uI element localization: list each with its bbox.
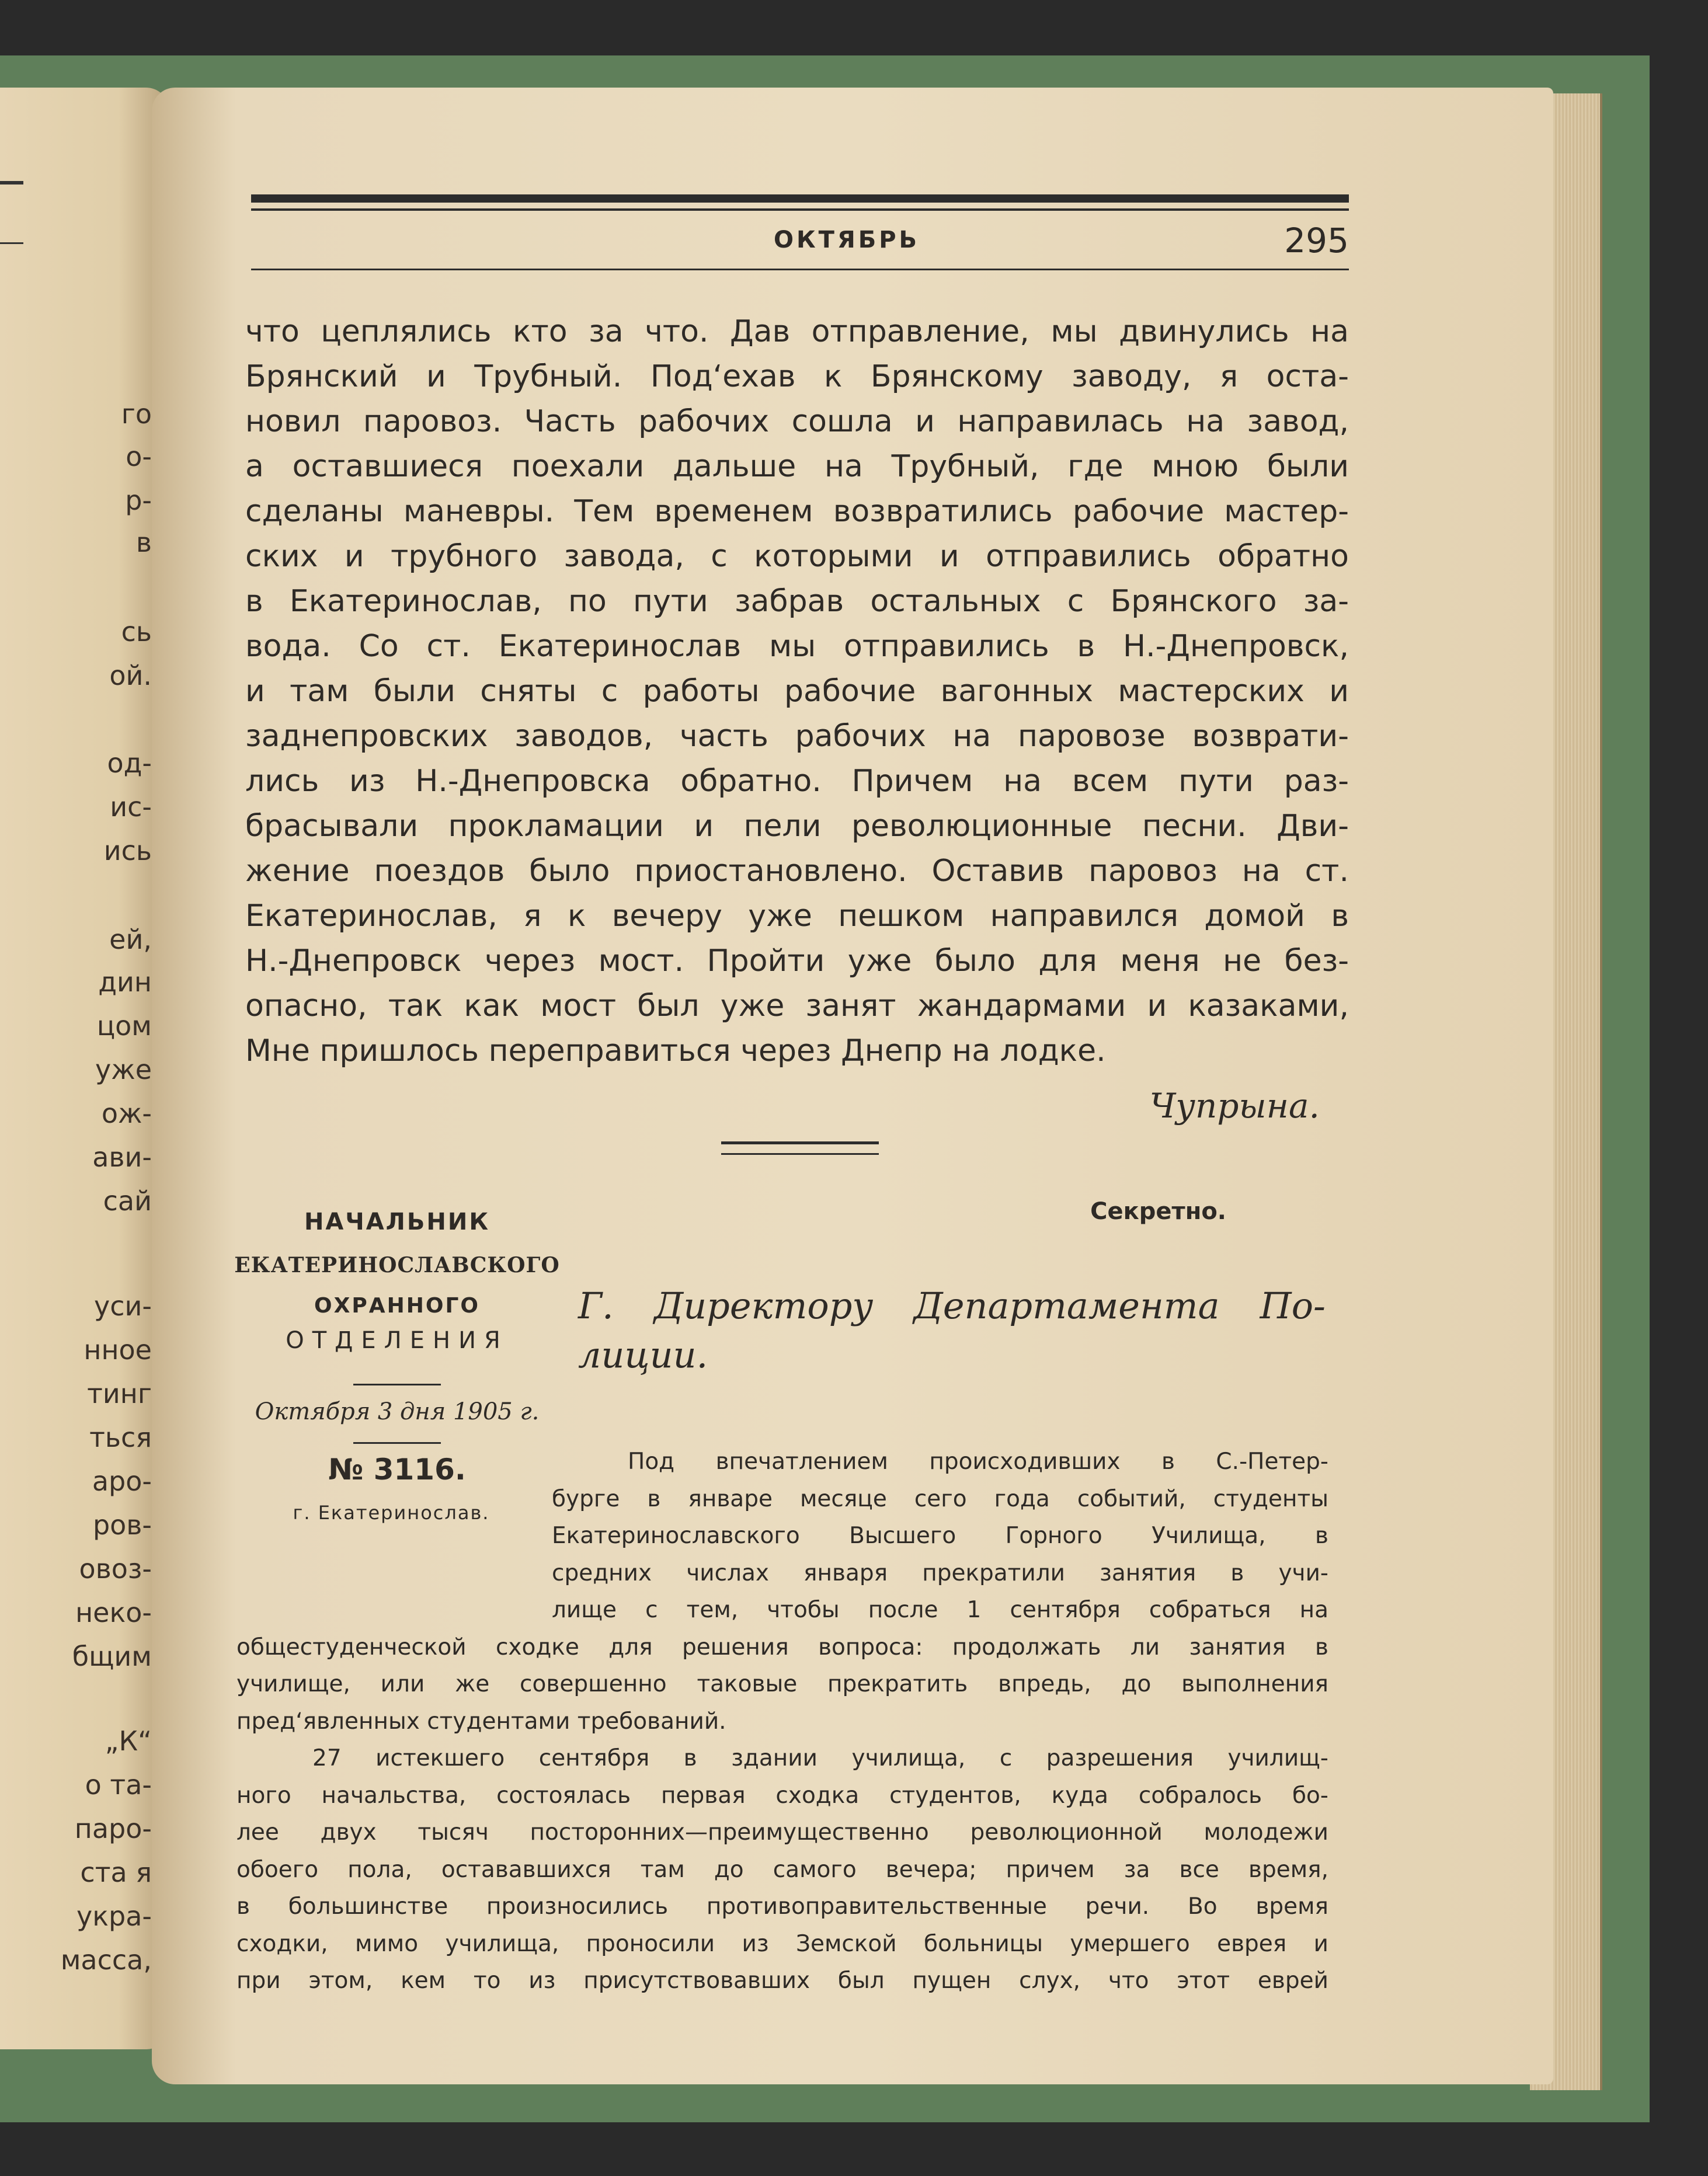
- left-page-fragment: ис-: [110, 791, 152, 823]
- header-rule: [251, 269, 1349, 270]
- body-line: опасно, так как мост был уже занят жандармами и казаками,: [245, 988, 1349, 1023]
- letter-line: пред‘явленных студентами требований.: [236, 1708, 726, 1735]
- left-page-fragment: го: [121, 398, 152, 430]
- sender-line: ЕКАТЕРИНОСЛАВСКОГО: [234, 1253, 560, 1277]
- left-page-fragment: в: [135, 527, 152, 558]
- left-page-fragment: р-: [125, 485, 152, 516]
- letter-line: училище, или же совершенно таковые прекратить впредь, до выполнения: [236, 1671, 1328, 1697]
- left-page-fragment: о-: [126, 441, 152, 472]
- left-page-fragment: уже: [95, 1054, 152, 1085]
- letter-line: Под впечатлением происходивших в С.-Петер-: [628, 1449, 1328, 1475]
- left-page-fragment: дин: [98, 966, 152, 998]
- sender-line: ОТДЕЛЕНИЯ: [286, 1327, 509, 1354]
- addressee: [578, 1282, 1326, 1380]
- left-page-fragment: ой.: [109, 660, 152, 691]
- letter-line: при этом, кем то из присутствовавших был пущен слух, что этот еврей: [236, 1968, 1328, 1994]
- letter-line: 27 истекшего сентября в здании училища, с разрешения училищ-: [312, 1745, 1328, 1771]
- letter-line: Екатеринославского Высшего Горного Училища, в: [552, 1523, 1328, 1549]
- letter-line: общестуденческой сходке для решения вопроса: продолжать ли занятия в: [236, 1634, 1328, 1660]
- left-page-rule: [0, 242, 23, 244]
- body-line: ских и трубного завода, с которыми и отправились обратно: [245, 539, 1349, 574]
- left-page-fragment: сай: [103, 1185, 152, 1217]
- body-line: жение поездов было приостановлено. Оставив паровоз на ст.: [245, 854, 1349, 889]
- left-page-fragment: нное: [84, 1334, 152, 1366]
- letter-line: обоего пола, остававшихся там до самого вечера; причем за все время,: [236, 1856, 1328, 1883]
- left-page-fragment: паро-: [74, 1813, 152, 1844]
- body-line: Екатеринослав, я к вечеру уже пешком направился домой в: [245, 899, 1349, 934]
- left-page-fragment: ться: [89, 1422, 152, 1453]
- running-head: ОКТЯБРЬ: [773, 227, 920, 253]
- sender-block: [234, 1209, 561, 1354]
- left-page-fragment: ави-: [92, 1141, 152, 1173]
- left-page-fragment: цом: [96, 1010, 152, 1042]
- left-page-fragment: уси-: [93, 1290, 152, 1322]
- letter-text: [236, 1443, 1328, 2000]
- left-page-fragment: ров-: [92, 1509, 152, 1541]
- document-number: № 3116.: [328, 1453, 466, 1486]
- signature: Чупрына.: [1149, 1086, 1320, 1126]
- letter-line: средних числах января прекратили занятия в учи-: [552, 1559, 1328, 1586]
- left-page-rule: [0, 181, 23, 184]
- letter-line: сходки, мимо училища, проносили из Земской больницы умершего еврея и: [236, 1930, 1328, 1957]
- left-page-fragment: „К“: [105, 1725, 152, 1757]
- body-line: а оставшиеся поехали дальше на Трубный, где мною были: [245, 449, 1349, 484]
- body-line: сделаны маневры. Тем временем возвратились рабочие мастер-: [245, 494, 1349, 529]
- letter-line: лее двух тысяч посторонних—преимущественно революционной молодежи: [236, 1819, 1328, 1846]
- left-page-fragment: укра-: [76, 1900, 152, 1932]
- body-line: и там были сняты с работы рабочие вагонных мастерских и: [245, 674, 1349, 709]
- sender-title: НАЧАЛЬНИК: [304, 1209, 491, 1235]
- left-page-fragment: ись: [103, 835, 152, 866]
- body-line: Мне пришлось переправиться через Днепр на лодке.: [245, 1033, 1106, 1068]
- sender-rule: [353, 1384, 441, 1385]
- section-divider: [721, 1153, 879, 1155]
- addressee-line: Г. Директору Департамента По-: [578, 1284, 1326, 1327]
- left-page-fragment: бщим: [72, 1641, 152, 1672]
- body-line: брасывали прокламации и пели революционные песни. Дви-: [245, 809, 1349, 844]
- body-line: заднепровских заводов, часть рабочих на паровозе возврати-: [245, 719, 1349, 754]
- left-page-fragment: сь: [121, 616, 152, 647]
- document-date: Октября 3 дня 1905 г.: [255, 1398, 540, 1425]
- sender-line: ОХРАННОГО: [314, 1294, 480, 1318]
- left-page-fragment: неко-: [75, 1597, 152, 1628]
- section-divider: [721, 1141, 879, 1144]
- header-rule: [251, 208, 1349, 211]
- left-page-fragment: тинг: [87, 1378, 152, 1409]
- body-line: новил паровоз. Часть рабочих сошла и направилась на завод,: [245, 404, 1349, 439]
- addressee-line: лиции.: [578, 1334, 708, 1376]
- left-page-fragment: аро-: [92, 1465, 152, 1497]
- letter-line: бурге в январе месяце сего года событий, студенты: [552, 1485, 1328, 1512]
- letter-line: ного начальства, состоялась первая сходка студентов, куда собралось бо-: [236, 1782, 1328, 1809]
- body-line: лись из Н.-Днепровска обратно. Причем на всем пути раз-: [245, 764, 1349, 799]
- body-line: что цеплялись кто за что. Дав отправление, мы двинулись на: [245, 314, 1349, 349]
- left-page-fragment: ож-: [101, 1098, 152, 1129]
- left-page-fragment: овоз-: [79, 1553, 152, 1585]
- left-page: [0, 88, 169, 2049]
- left-page-fragment: од-: [107, 747, 152, 779]
- secret-label: Секретно.: [1090, 1198, 1226, 1225]
- body-line: Брянский и Трубный. Под‘ехав к Брянскому заводу, я оста-: [245, 359, 1349, 394]
- letter-line: лище с тем, чтобы после 1 сентября собраться на: [552, 1597, 1328, 1623]
- page-number: 295: [1284, 221, 1349, 260]
- letter-line: в большинстве произносились противоправительственные речи. Во время: [236, 1893, 1328, 1920]
- body-text: [245, 309, 1349, 1074]
- body-line: Н.-Днепровск через мост. Пройти уже было для меня не без-: [245, 943, 1349, 979]
- left-page-fragment: ей,: [109, 924, 152, 955]
- left-page-fragment: масса,: [60, 1944, 152, 1976]
- document-city: г. Екатеринослав.: [293, 1502, 490, 1524]
- body-line: вода. Со ст. Екатеринослав мы отправились в Н.-Днепровск,: [245, 629, 1349, 664]
- left-page-fragment: о та-: [85, 1769, 152, 1801]
- header-rule: [251, 194, 1349, 203]
- body-line: в Екатеринослав, по пути забрав остальных с Брянского за-: [245, 584, 1349, 619]
- left-page-fragment: ста я: [80, 1857, 152, 1888]
